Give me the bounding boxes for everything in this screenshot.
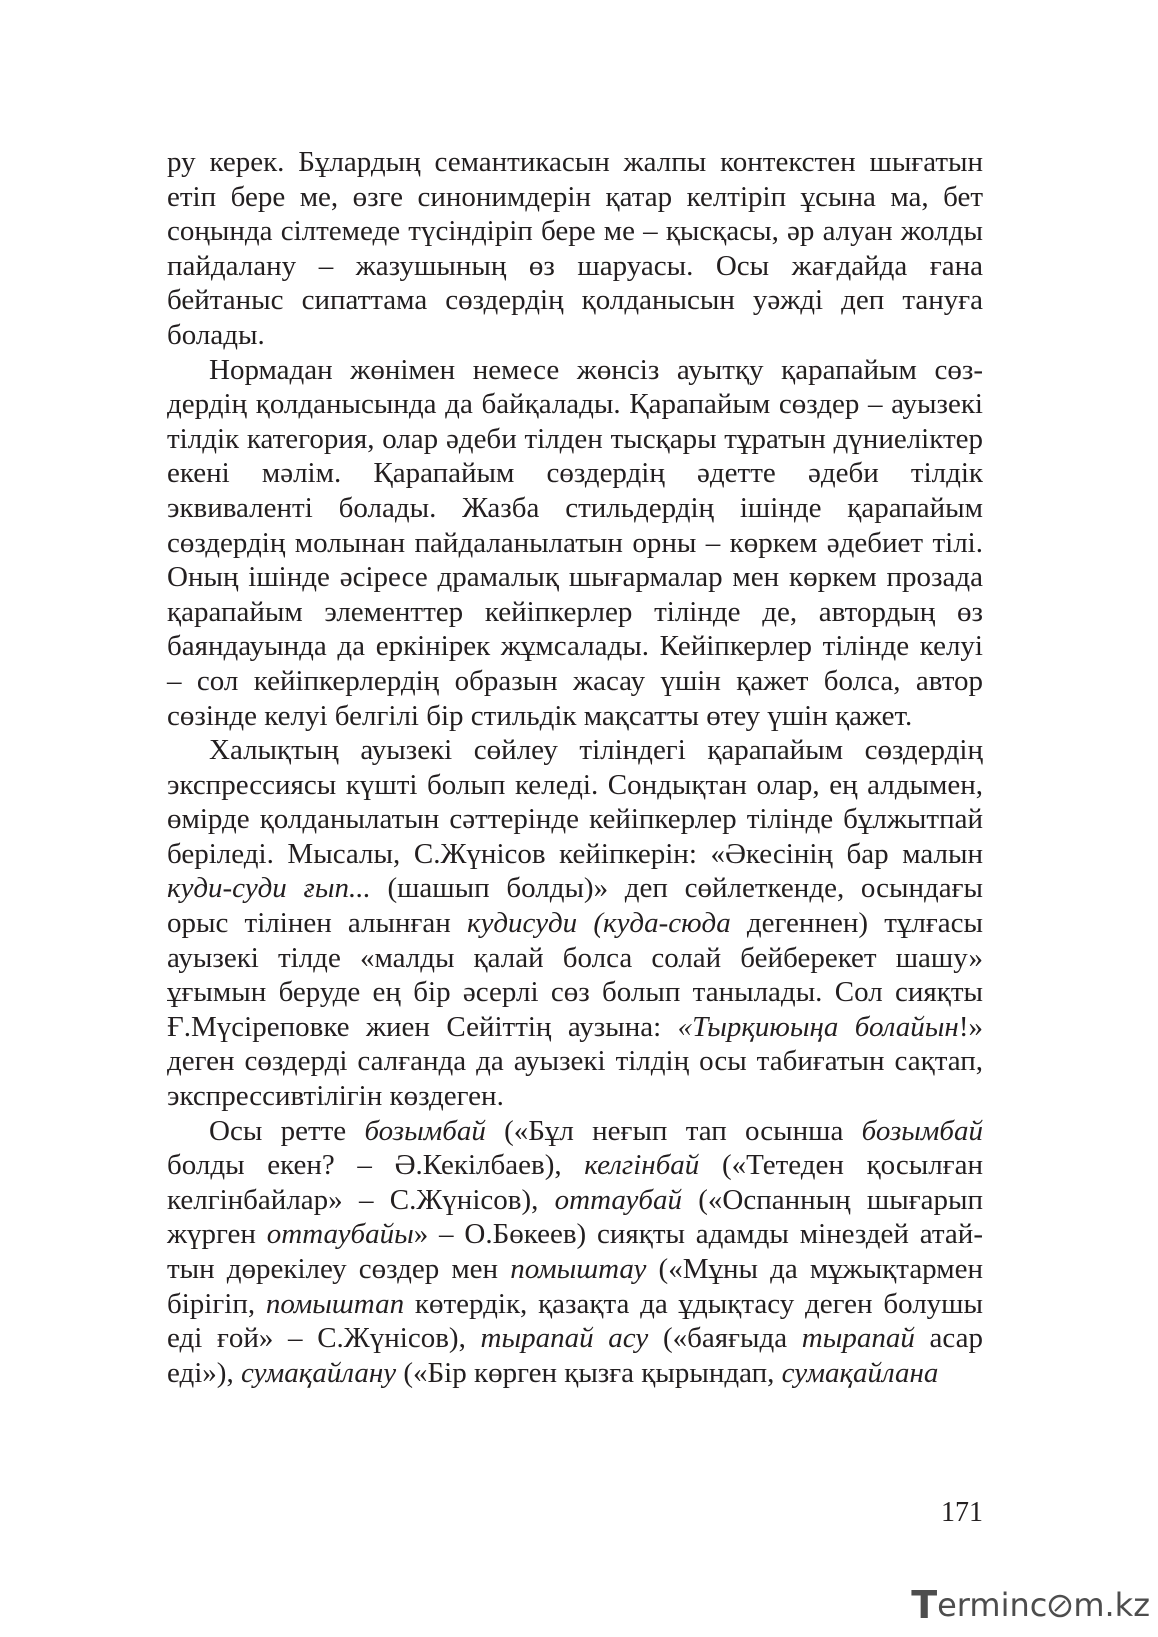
text-run: («Бұл неғып тап осынша: [485, 1114, 862, 1147]
text-run: («Бір көрген қызға қырындап,: [396, 1356, 782, 1389]
italic-term: келгінбай: [584, 1149, 700, 1182]
text-run: («баяғыда: [648, 1322, 802, 1355]
italic-term: бозымбай: [861, 1114, 983, 1147]
italic-term: кудисуди (куда-сюда: [467, 907, 731, 940]
text-run: көтердік, қазақта да ұдықтасу деген болушы еді ғой» – С.Жүнісов),: [167, 1287, 983, 1355]
watermark-suffix: m.kz: [1073, 1586, 1150, 1624]
watermark-middle: erminc: [937, 1586, 1048, 1624]
text-run: !» деген сөздерді салғанда да ауызекі тілдің осы табиғатын сақтап, экспрессивтілігін көздеген.: [167, 1010, 983, 1113]
text-run: Нормадан жөнімен немесе жөнсіз ауытқу қарапайым сөздердің қолданысында да байқалады. Қарапайым сөздер – ауызекі тілдік категория, олар әдеби тілден тысқары тұратын дүниеліктер екені мәлім. Қарапайым сөздердің әдетте әдеби тілдік эквиваленті болады. Жазба стильдердің ішінде қарапайым сөздердің молынан пайдаланылатын орны – көркем әдебиет тілі. Оның ішінде әсіресе драмалық шығармалар мен көркем прозада қарапайым элементтер кейіпкерлер тілінде де, автордың өз баяндауында да еркінірек жұмсалады. Кейіпкерлер тілінде келуі – сол кейіпкерлердің образын жасау үшін қажет болса, автор сөзінде келуі белгілі бір стильдік мақсатты өтеу үшін қажет.: [167, 353, 983, 732]
page-number: 171: [941, 1497, 983, 1528]
italic-term: помыштау: [510, 1253, 647, 1285]
text-run: («Оспанның шығарып жүрген: [167, 1183, 983, 1251]
paragraph-4: [167, 1114, 983, 1391]
italic-term: тырапай: [801, 1322, 915, 1355]
text-run: болды екен? – Ә.Кекілбаев),: [167, 1149, 585, 1182]
site-watermark[interactable]: [911, 1583, 1150, 1627]
italic-term: «Тырқиюыңа болайын: [677, 1010, 959, 1043]
italic-term: бозымбай: [364, 1114, 486, 1147]
italic-term: сумақайлана: [781, 1356, 939, 1389]
text-run: Осы ретте: [209, 1114, 365, 1147]
paragraph-1: [167, 145, 983, 353]
italic-term: куди-суди ғып...: [167, 872, 371, 905]
globe-icon: [1047, 1586, 1073, 1624]
text-run: («Мұны да мұжықтармен бірігіп,: [167, 1253, 983, 1320]
text-run: Халықтың ауызекі сөйлеу тіліндегі қарапайым сөздердің экспрессиясы күшті болып келеді. Сондықтан олар, ең алдымен, өмірде қолданылатын сәттерінде кейіпкерлер тілінде бұлжытпай беріледі. Мысалы, С.Жүнісов кейіпкерін: «Әкесінің бар малын: [167, 734, 983, 870]
text-run: дегеннен) тұлғасы ауызекі тілде «малды қалай болса солай бейберекет шашу» ұғымын беруде ең бір әсерлі сөз болып танылады. Сол сияқты Ғ.Мүсіреповке жиен Сейіттің аузына:: [167, 907, 983, 1043]
text-run: » – О.Бөкеев) сияқты адамды мінездей атайтын дөрекілеу сөздер мен: [167, 1218, 983, 1285]
italic-term: тырапай асу: [480, 1322, 649, 1355]
paragraph-3: [167, 733, 983, 1114]
text-run: ру керек. Бұлардың семантикасын жалпы контекстен шығатын етіп бере ме, өзге синонимдерін қатар келтіріп ұсына ма, бет соңында сілтемеде түсіндіріп бере ме – қысқасы, әр алуан жолды пайдалану – жазушының өз шаруасы. Осы жағдайда ғана бейтаныс сипаттама сөздердің қолданысын уәжді деп тануға болады.: [167, 146, 983, 351]
italic-term: оттаубайы: [266, 1218, 414, 1251]
italic-term: оттаубай: [554, 1183, 682, 1216]
page-body: [167, 145, 983, 1390]
text-run: (шашып болды)» деп сөйлеткенде, осындағы орыс тілінен алынған: [167, 872, 984, 940]
italic-term: сумақайлану: [240, 1356, 397, 1389]
italic-term: помыштап: [265, 1287, 405, 1320]
watermark-prefix: T: [911, 1583, 938, 1627]
text-run: асар еді»),: [167, 1322, 983, 1389]
text-run: («Тетеден қосылған келгінбайлар» – С.Жүнісов),: [167, 1149, 983, 1216]
paragraph-2: [167, 353, 983, 734]
